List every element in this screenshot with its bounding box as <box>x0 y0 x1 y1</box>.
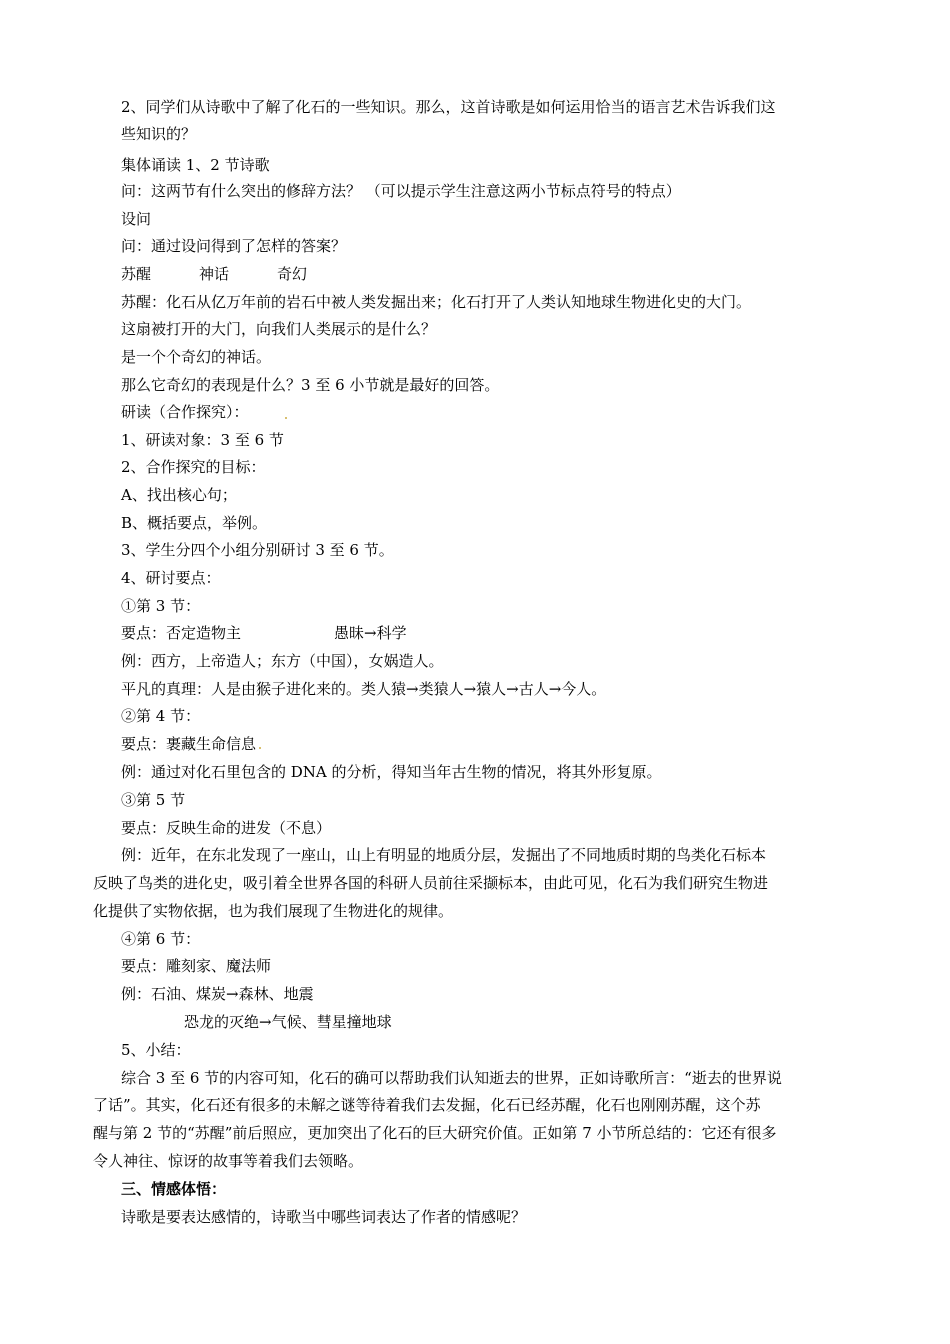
text-line: 例：近年，在东北发现了一座山，山上有明显的地质分层，发掘出了不同地质时期的鸟类化石标本 <box>121 846 767 864</box>
text-line: 研读（合作探究）： <box>121 403 249 421</box>
text-line: ②第 4 节： <box>121 707 201 725</box>
text-line: 1、研读对象：3 至 6 节 <box>121 431 284 449</box>
key-point-contrast: 愚昧→科学 <box>334 624 407 642</box>
text-line <box>121 623 407 643</box>
text-line: B、概括要点，举例。 <box>121 514 268 532</box>
text-line: 2、同学们从诗歌中了解了化石的一些知识。那么，这首诗歌是如何运用恰当的语言艺术告诉我们这 <box>121 98 776 116</box>
ink-speck <box>259 747 261 749</box>
text-line: 要点：裹藏生命信息 <box>121 735 257 753</box>
text-line: 问：这两节有什么突出的修辞方法？ （可以提示学生注意这两小节标点符号的特点） <box>121 182 681 200</box>
text-line: 醒与第 2 节的“苏醒”前后照应，更加突出了化石的巨大研究价值。正如第 7 小节所总结的：它还有很多 <box>93 1124 777 1142</box>
key-point: 要点：否定造物主 <box>121 624 242 642</box>
keyword: 神话 <box>199 265 230 283</box>
text-line: 平凡的真理：人是由猴子进化来的。类人猿→类猿人→猿人→古人→今人。 <box>121 680 607 698</box>
text-line: 化提供了实物依据，也为我们展现了生物进化的规律。 <box>93 902 454 920</box>
text-line: 例：西方，上帝造人；东方（中国），女娲造人。 <box>121 652 444 670</box>
text-line: 4、研讨要点： <box>121 569 221 587</box>
text-line: 要点：雕刻家、魔法师 <box>121 957 272 975</box>
text-line: 3、学生分四个小组分别研讨 3 至 6 节。 <box>121 541 394 559</box>
text-line: 要点：反映生命的进发（不息） <box>121 819 332 837</box>
text-line: 问：通过设问得到了怎样的答案？ <box>121 237 347 255</box>
text-line <box>121 264 307 284</box>
ink-speck <box>285 417 287 419</box>
text-line: 令人神往、惊讶的故事等着我们去领略。 <box>93 1152 364 1170</box>
text-line: 些知识的？ <box>121 125 197 143</box>
keyword: 苏醒 <box>121 265 152 283</box>
text-line: 5、小结： <box>121 1041 191 1059</box>
text-line: 综合 3 至 6 节的内容可知，化石的确可以帮助我们认知逝去的世界，正如诗歌所言：“逝去的世界说 <box>121 1069 782 1087</box>
text-line: 例：石油、煤炭→森林、地震 <box>121 985 314 1003</box>
text-line: 苏醒：化石从亿万年前的岩石中被人类发掘出来；化石打开了人类认知地球生物进化史的大门。 <box>121 293 752 311</box>
text-line: 那么它奇幻的表现是什么？3 至 6 小节就是最好的回答。 <box>121 376 500 394</box>
text-line: 恐龙的灭绝→气候、彗星撞地球 <box>184 1013 392 1031</box>
keyword: 奇幻 <box>277 265 308 283</box>
text-line: 设问 <box>121 210 152 228</box>
text-line: ③第 5 节 <box>121 791 186 809</box>
text-line: ④第 6 节： <box>121 930 201 948</box>
text-line: 2、合作探究的目标： <box>121 458 266 476</box>
text-line: 反映了鸟类的进化史，吸引着全世界各国的科研人员前往采撷标本，由此可见，化石为我们研究生物进 <box>93 874 769 892</box>
text-line: 诗歌是要表达感情的，诗歌当中哪些词表达了作者的情感呢？ <box>121 1208 527 1226</box>
section-heading: 三、情感体悟： <box>121 1180 227 1198</box>
text-line: 了话”。其实，化石还有很多的未解之谜等待着我们去发掘，化石已经苏醒，化石也刚刚苏醒，这个苏 <box>93 1096 761 1114</box>
text-line: 这扇被打开的大门，向我们人类展示的是什么？ <box>121 320 437 338</box>
text-line: 例：通过对化石里包含的 DNA 的分析，得知当年古生物的情况，将其外形复原。 <box>121 763 662 781</box>
text-line: A、找出核心句； <box>121 486 237 504</box>
text-line: ①第 3 节： <box>121 597 201 615</box>
text-line: 集体诵读 1、2 节诗歌 <box>121 156 270 174</box>
text-line: 是一个个奇幻的神话。 <box>121 348 272 366</box>
